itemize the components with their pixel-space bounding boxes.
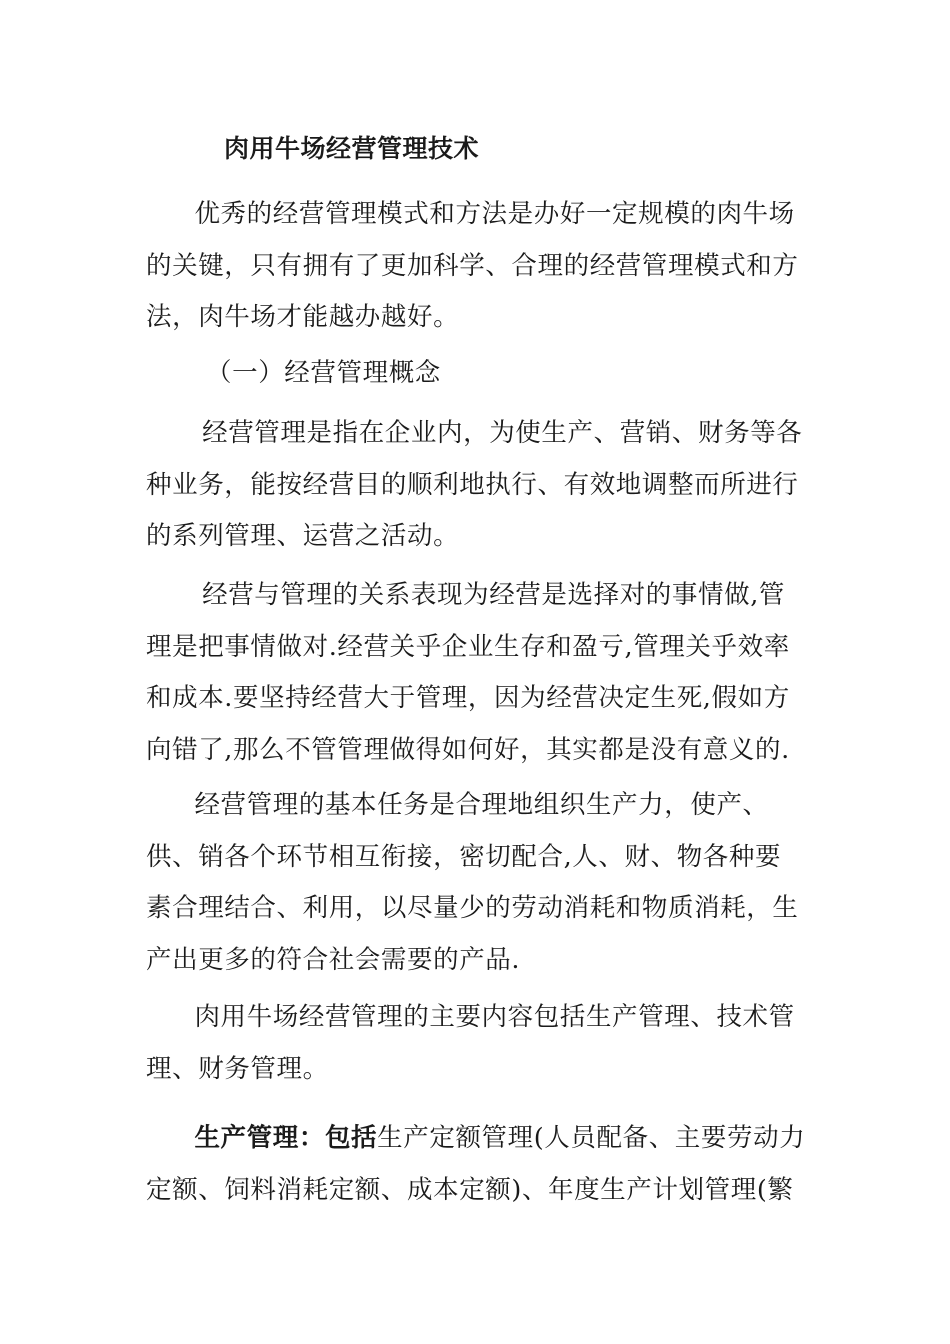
section-heading-concept: （一）经营管理概念 xyxy=(206,358,441,388)
paragraph-relation: 经营与管理的关系表现为经营是选择对的事情做,管理是把事情做对.经营关乎企业生存和盈亏,管理关乎效率和成本.要坚持经营大于管理，因为经营决定生死,假如方向错了,那么不管管理做得如何好，其实都是没有意义的. xyxy=(146,580,790,765)
paragraph-contents: 肉用牛场经营管理的主要内容包括生产管理、技术管理、财务管理。 xyxy=(146,1002,795,1084)
production-text: 生产定额管理(人员配备、主要劳动力定额、饲料消耗定额、成本定额)、年度生产计划管理(繁 xyxy=(146,1123,806,1205)
document-title: 肉用牛场经营管理技术 xyxy=(224,134,480,163)
paragraph-intro: 优秀的经营管理模式和方法是办好一定规模的肉牛场的关键，只有拥有了更加科学、合理的经营管理模式和方法，肉牛场才能越办越好。 xyxy=(146,199,799,332)
paragraph-definition: 经营管理是指在企业内，为使生产、营销、财务等各种业务，能按经营目的顺利地执行、有效地调整而所进行的系列管理、运营之活动。 xyxy=(146,418,803,551)
paragraph-production xyxy=(146,1113,806,1216)
production-label: 生产管理：包括 xyxy=(194,1123,378,1153)
paragraph-tasks: 经营管理的基本任务是合理地组织生产力，使产、供、销各个环节相互衔接，密切配合,人、财、物各种要素合理结合、利用，以尽量少的劳动消耗和物质消耗，生产出更多的符合社会需要的产品. xyxy=(146,790,799,975)
